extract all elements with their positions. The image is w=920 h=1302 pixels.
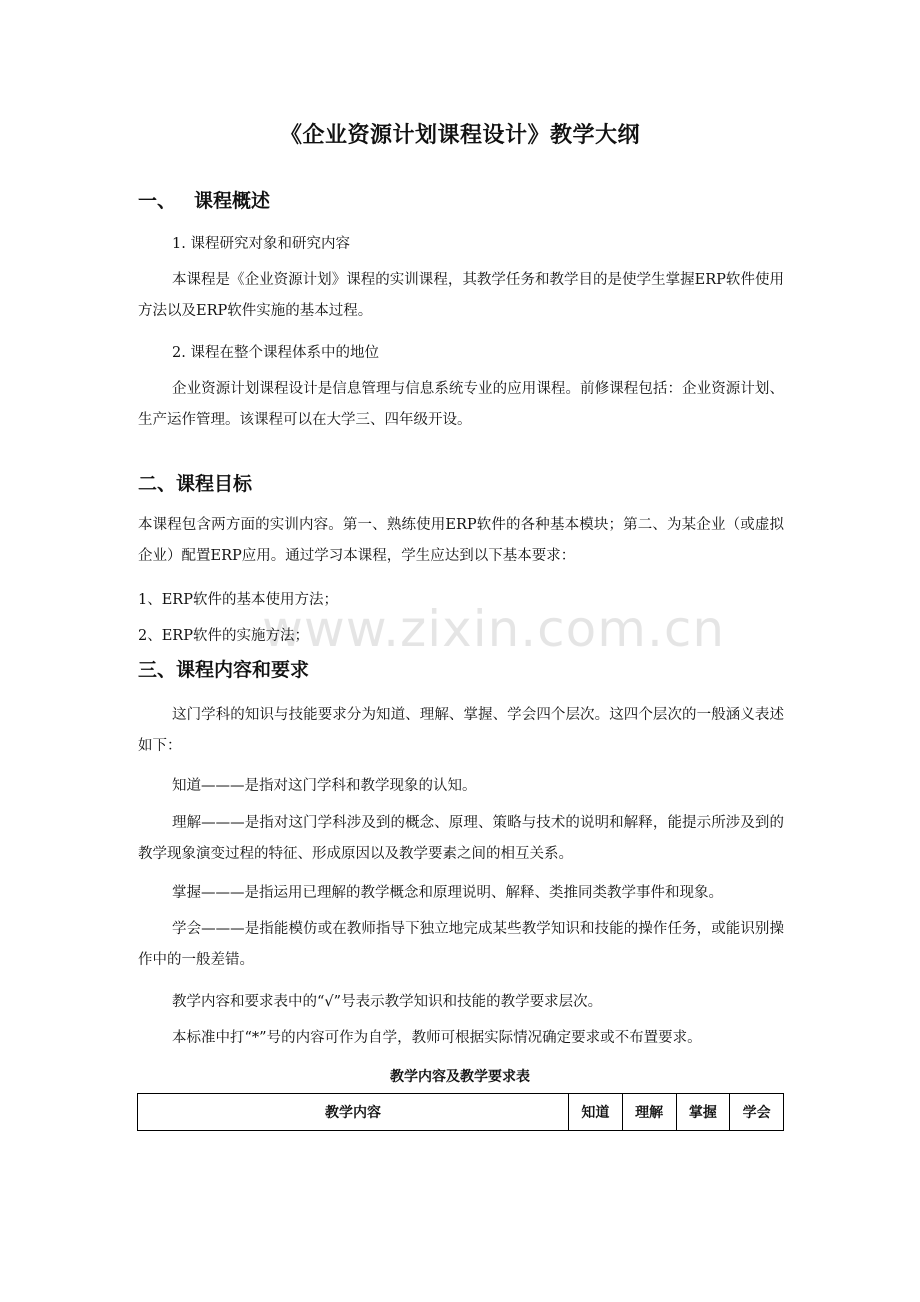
section-3-heading: 三、课程内容和要求 [138,659,310,681]
section-3-paragraph-3: 理解———是指对这门学科涉及到的概念、原理、策略与技术的说明和解释，能提示所涉及到的教学现象演变过程的特征、形成原因以及教学要素之间的相互关系。 [138,815,784,862]
section-1-subheading-1: 1. 课程研究对象和研究内容 [172,236,350,252]
section-2-list-item-1: 1、ERP软件的基本使用方法； [138,592,338,608]
section-1-heading [138,186,270,213]
table-header-row [138,1094,784,1131]
section-1-number: 一、 [138,190,177,212]
section-1-subheading-2: 2. 课程在整个课程体系中的地位 [172,345,379,361]
section-1-title: 课程概述 [194,190,271,212]
section-3-paragraph-2: 知道———是指对这门学科和教学现象的认知。 [172,778,477,794]
document-title: 《企业资源计划课程设计》教学大纲 [279,123,640,148]
header-understand: 理解 [622,1094,676,1131]
section-2-heading: 二、课程目标 [138,473,253,495]
section-1-paragraph-1: 本课程是《企业资源计划》课程的实训课程，其教学任务和教学目的是使学生掌握ERP软件使用方法以及ERP软件实施的基本过程。 [138,272,784,319]
section-2-list-item-2: 2、ERP软件的实施方法； [138,628,309,644]
table-title: 教学内容及教学要求表 [390,1069,530,1085]
section-3-paragraph-4: 掌握———是指运用已理解的教学概念和原理说明、解释、类推同类教学事件和现象。 [172,885,723,901]
section-3-paragraph-7: 本标准中打“*”号的内容可作为自学，教师可根据实际情况确定要求或不布置要求。 [172,1030,702,1046]
section-1-paragraph-2: 企业资源计划课程设计是信息管理与信息系统专业的应用课程。前修课程包括：企业资源计划、生产运作管理。该课程可以在大学三、四年级开设。 [138,381,784,428]
header-learn: 学会 [730,1094,784,1131]
watermark: www.zixin.com.cn [262,600,726,658]
header-know: 知道 [569,1094,623,1131]
section-3-paragraph-1: 这门学科的知识与技能要求分为知道、理解、掌握、学会四个层次。这四个层次的一般涵义表述如下： [138,707,784,754]
header-master: 掌握 [676,1094,730,1131]
section-2-paragraph-1: 本课程包含两方面的实训内容。第一、熟练使用ERP软件的各种基本模块；第二、为某企业（或虚拟企业）配置ERP应用。通过学习本课程，学生应达到以下基本要求： [138,517,784,564]
header-content: 教学内容 [138,1094,569,1131]
section-3-paragraph-5: 学会———是指能模仿或在教师指导下独立地完成某些教学知识和技能的操作任务，或能识别操作中的一般差错。 [138,921,784,968]
requirements-table [137,1093,784,1131]
section-3-paragraph-6: 教学内容和要求表中的“√”号表示教学知识和技能的教学要求层次。 [172,994,603,1010]
